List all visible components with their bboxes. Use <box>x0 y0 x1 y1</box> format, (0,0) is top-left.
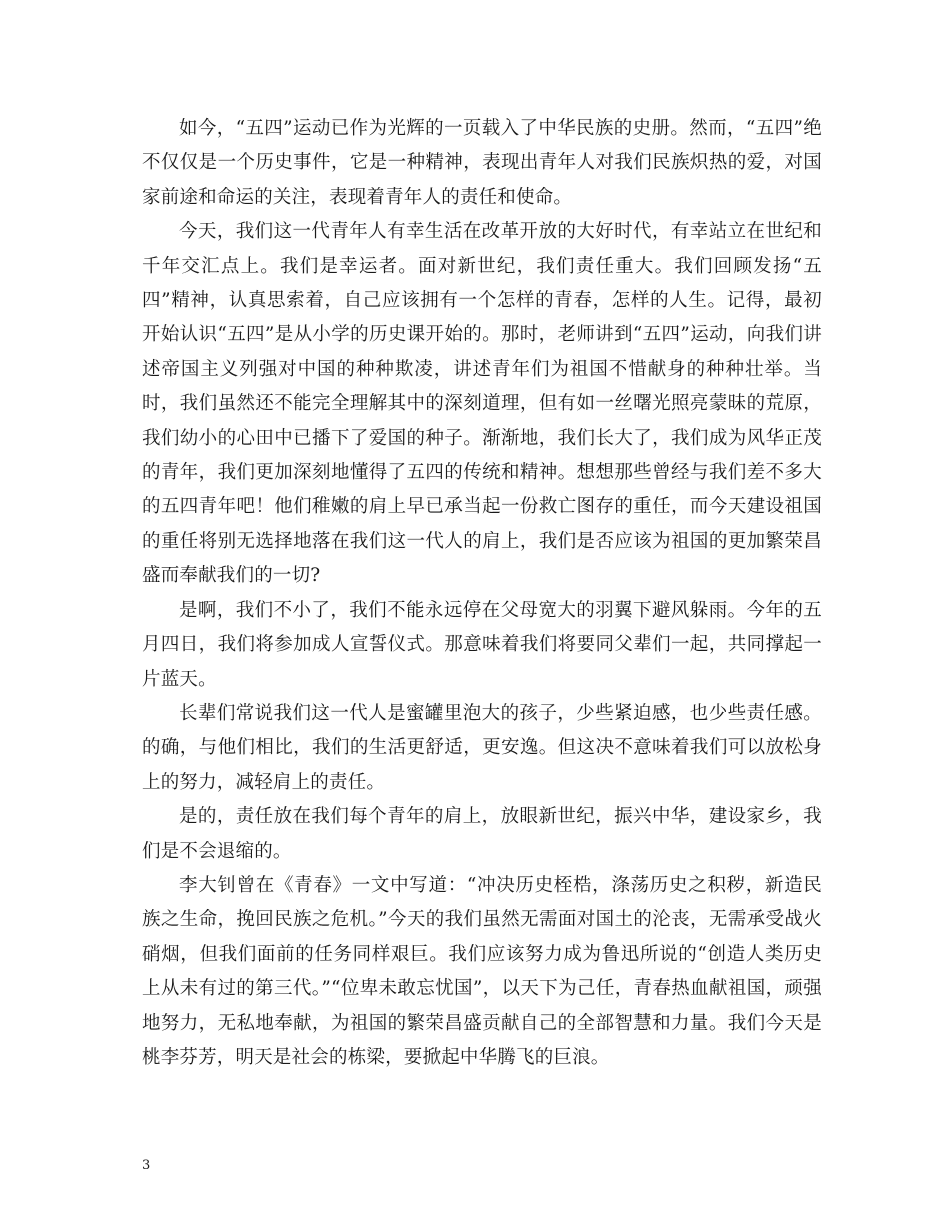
document-body <box>142 112 822 1075</box>
paragraph-1: 如今，“五四”运动已作为光辉的一页载入了中华民族的史册。然而，“五四”绝不仅仅是一个历史事件，它是一种精神，表现出青年人对我们民族炽热的爱，对国家前途和命运的关注，表现着青年人的责任和使命。 <box>142 118 822 208</box>
paragraph-6: 李大钊曾在《青春》一文中写道：“冲决历史桎梏，涤荡历史之积秽，新造民族之生命，挽回民族之危机。”今天的我们虽然无需面对国土的沦丧，无需承受战火硝烟，但我们面前的任务同样艰巨。我们应该努力成为鲁迅所说的“创造人类历史上从未有过的第三代。”“位卑未敢忘忧国”，以天下为己任，青春热血献祖国，顽强地努力，无私地奉献，为祖国的繁荣昌盛贡献自己的全部智慧和力量。我们今天是桃李芬芳，明天是社会的栋梁，要掀起中华腾飞的巨浪。 <box>142 874 822 1068</box>
paragraph-3: 是啊，我们不小了，我们不能永远停在父母宽大的羽翼下避风躲雨。今年的五月四日，我们将参加成人宣誓仪式。那意味着我们将要同父辈们一起，共同撑起一片蓝天。 <box>142 599 822 690</box>
paragraph-5: 是的，责任放在我们每个青年的肩上，放眼新世纪，振兴中华，建设家乡，我们是不会退缩的。 <box>142 806 822 862</box>
paragraph-4: 长辈们常说我们这一代人是蜜罐里泡大的孩子，少些紧迫感，也少些责任感。的确，与他们相比，我们的生活更舒适，更安逸。但这决不意味着我们可以放松身上的努力，减轻肩上的责任。 <box>142 702 822 793</box>
paragraph-2: 今天，我们这一代青年人有幸生活在改革开放的大好时代，有幸站立在世纪和千年交汇点上。我们是幸运者。面对新世纪，我们责任重大。我们回顾发扬“五四”精神，认真思索着，自己应该拥有一个怎样的青春，怎样的人生。记得，最初开始认识“五四”是从小学的历史课开始的。那时，老师讲到“五四”运动，向我们讲述帝国主义列强对中国的种种欺凌，讲述青年们为祖国不惜献身的种种壮举。当时，我们虽然还不能完全理解其中的深刻道理，但有如一丝曙光照亮蒙昧的荒原，我们幼小的心田中已播下了爱国的种子。渐渐地，我们长大了，我们成为风华正茂的青年，我们更加深刻地懂得了五四的传统和精神。想想那些曾经与我们差不多大的五四青年吧！他们稚嫩的肩上早已承当起一份救亡图存的重任，而今天建设祖国的重任将别无选择地落在我们这一代人的肩上，我们是否应该为祖国的更加繁荣昌盛而奉献我们的一切? <box>142 221 822 587</box>
page-number: 3 <box>142 1158 151 1173</box>
